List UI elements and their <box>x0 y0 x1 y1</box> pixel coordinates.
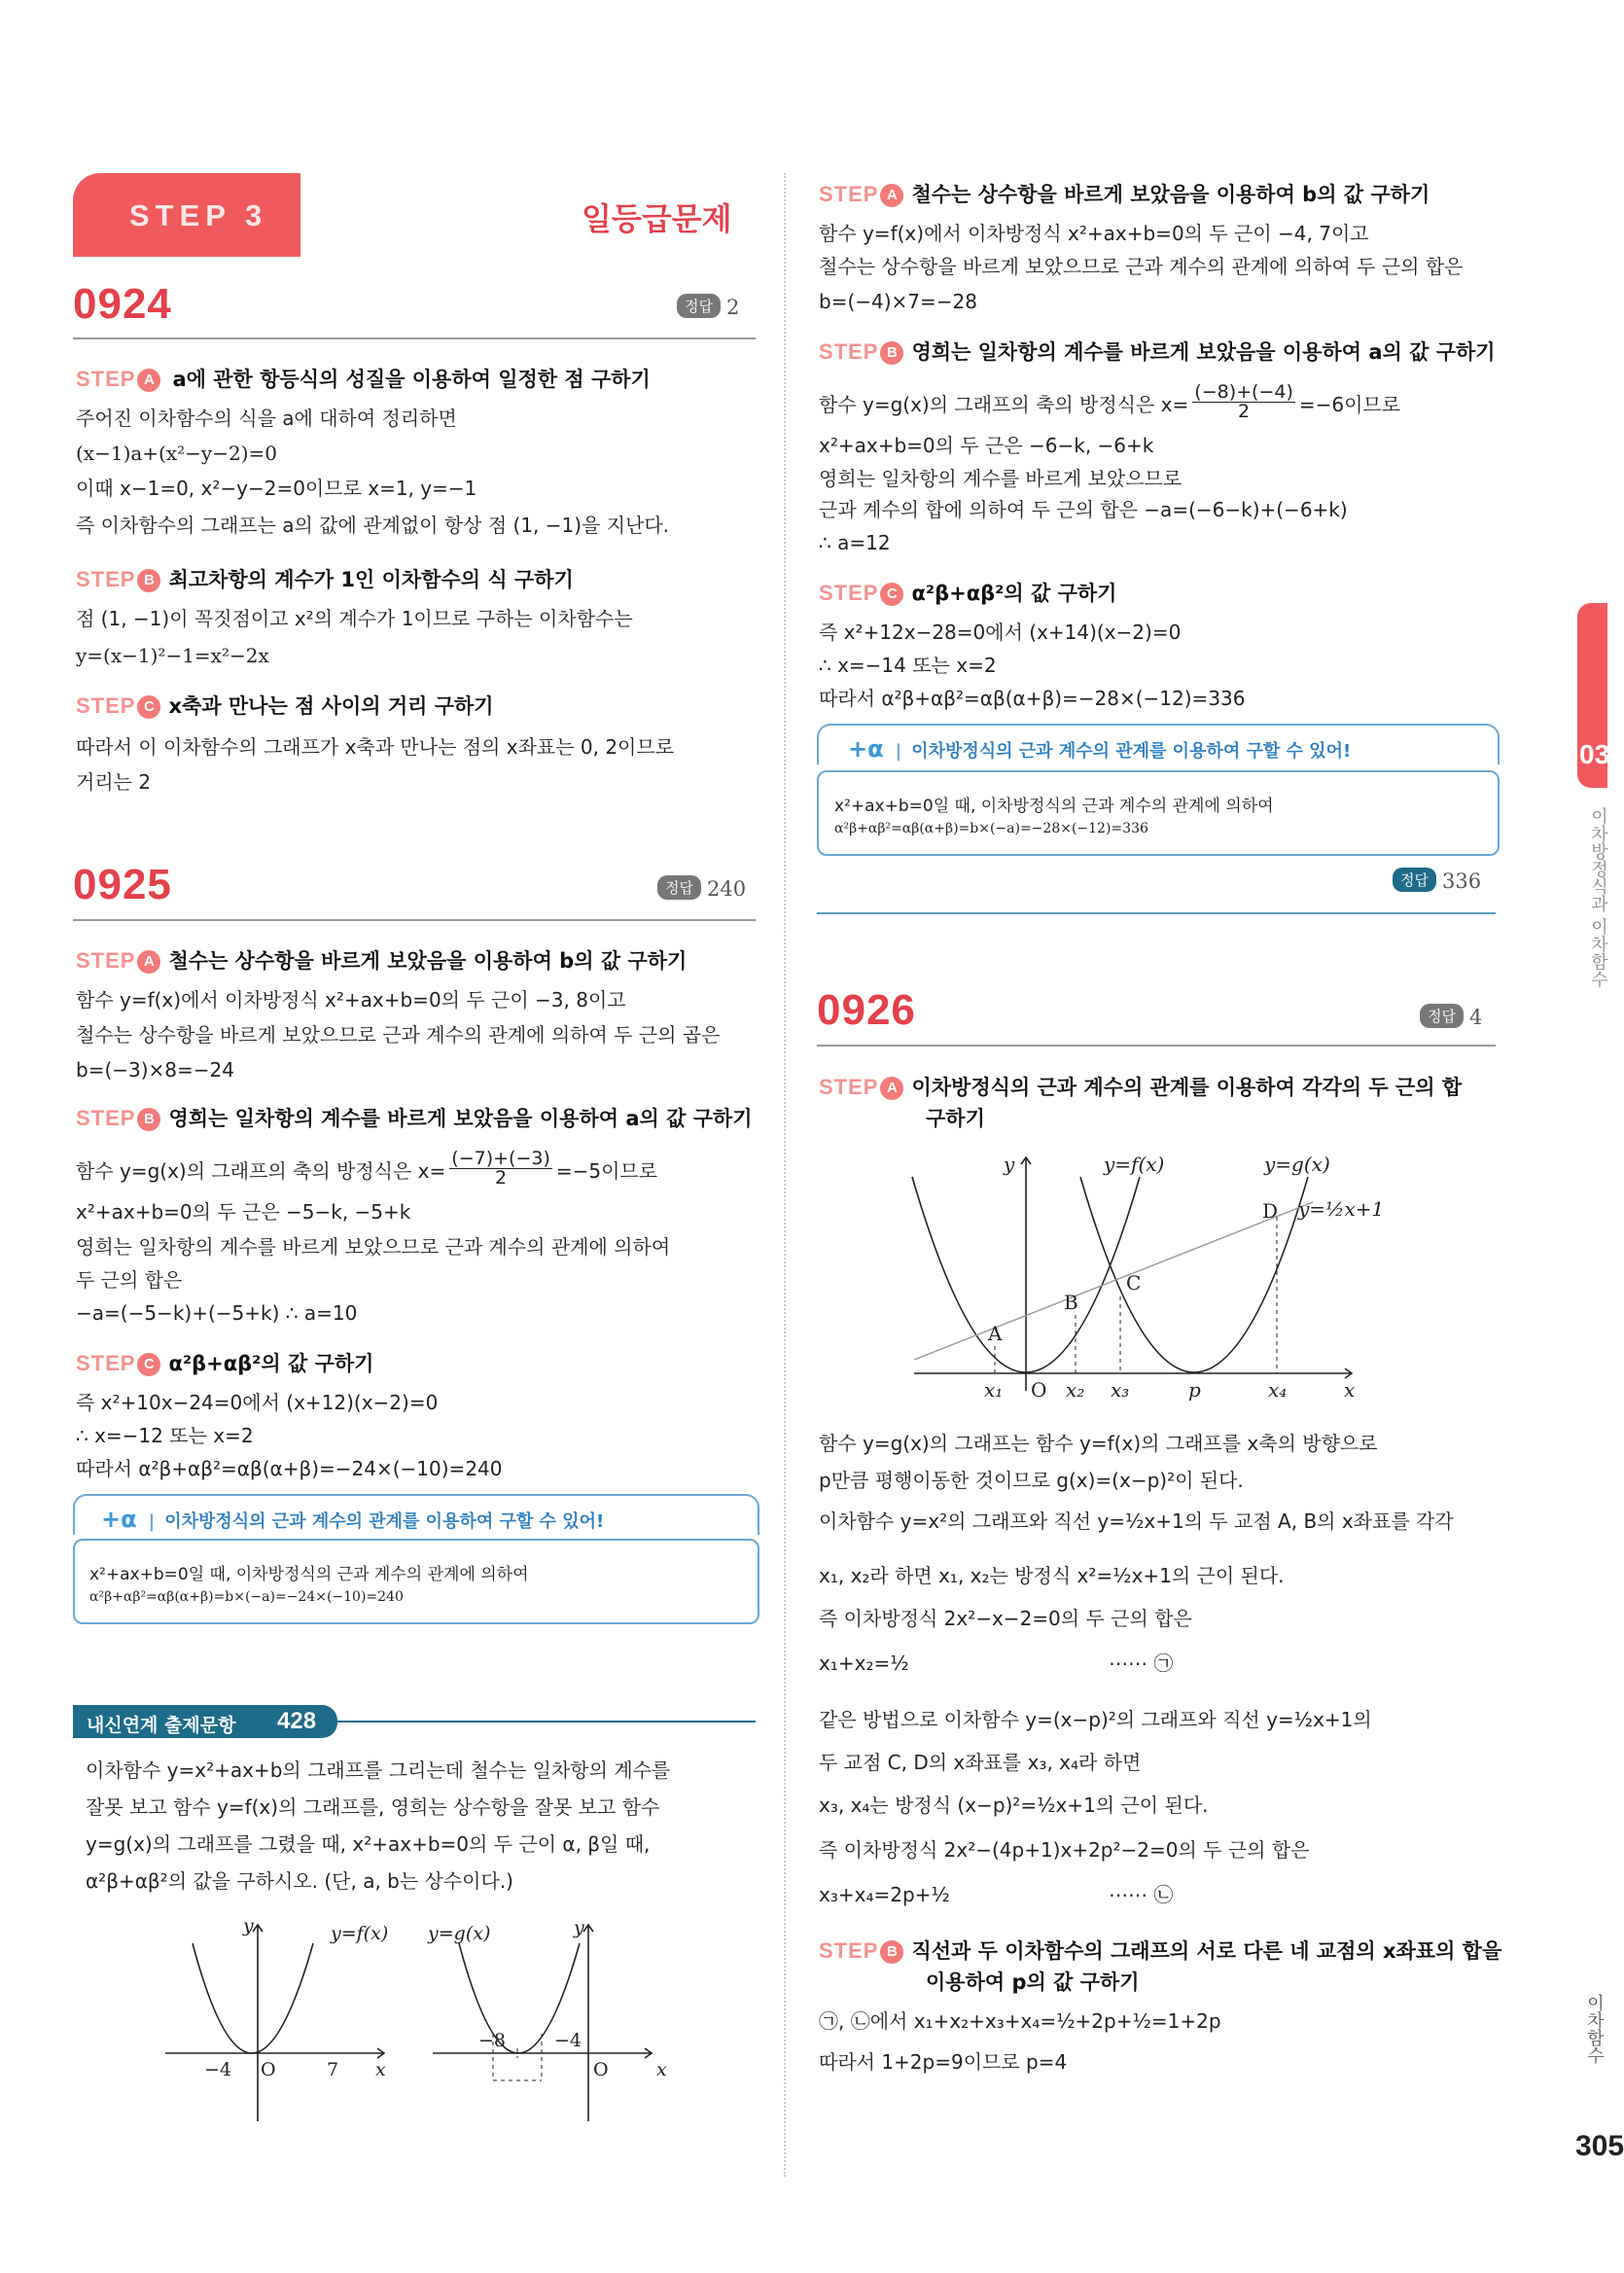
graph-label: C <box>1126 1271 1142 1295</box>
answer-tag <box>677 294 739 319</box>
tip-line: x²+ax+b=0일 때, 이차방정식의 근과 계수의 관계에 의하여 <box>834 797 1274 816</box>
answer-value: 4 <box>1468 1006 1483 1029</box>
graph-label: y=½x+1 <box>1298 1197 1385 1221</box>
graph-label: y=g(x) <box>1264 1153 1330 1176</box>
step-a-heading: STEP A 철수는 상수항을 바르게 보았음을 이용하여 b의 값 구하기 <box>819 182 1430 206</box>
graph-label: y <box>574 1917 584 1938</box>
graph-label: B <box>1064 1291 1078 1314</box>
graph-label: −8 <box>478 2030 507 2051</box>
text-line: −a=(−5−k)+(−5+k) ∴ a=10 <box>76 1301 358 1325</box>
divider-rule <box>73 919 756 921</box>
tip-line: x²+ax+b=0일 때, 이차방정식의 근과 계수의 관계에 의하여 <box>89 1565 529 1584</box>
text-line: 따라서 이 이차함수의 그래프가 x축과 만나는 점의 x좌표는 0, 2이므로 <box>76 735 675 759</box>
text-line: 철수는 상수항을 바르게 보았으므로 근과 계수의 관계에 의하여 두 근의 곱은 <box>76 1023 721 1047</box>
text-line: y=g(x)의 그래프를 그렸을 때, x²+ax+b=0의 두 근이 α, β일 때, <box>86 1832 651 1856</box>
text-line: ∴ x=−14 또는 x=2 <box>819 654 997 677</box>
exam-rule <box>337 1721 756 1723</box>
text-line: 함수 y=f(x)에서 이차방정식 x²+ax+b=0의 두 근이 −3, 8이고 <box>76 988 626 1012</box>
graph-label: O <box>1031 1378 1047 1402</box>
step-b-heading: STEP B 영희는 일차항의 계수를 바르게 보았음을 이용하여 a의 값 구하기 <box>819 339 1496 364</box>
graph-label: y=g(x) <box>428 1923 491 1944</box>
math-line: (x−1)a+(x²−y−2)=0 <box>76 442 277 465</box>
exam-tag <box>73 1705 337 1738</box>
text-line: 같은 방법으로 이차함수 y=(x−p)²의 그래프와 직선 y=½x+1의 <box>819 1708 1372 1731</box>
answer-label: 정답 <box>1393 868 1436 892</box>
graph-label: −4 <box>554 2030 583 2051</box>
problem-number: 0924 <box>73 280 172 328</box>
divider-rule <box>817 1045 1496 1047</box>
exam-graph <box>146 1912 690 2136</box>
step-b-heading: STEP B 직선과 두 이차함수의 그래프의 서로 다른 네 교점의 x좌표의 합을 <box>819 1938 1502 1963</box>
graph-label: O <box>261 2059 276 2080</box>
text-line: 이차함수 y=x²+ax+b의 그래프를 그리는데 철수는 일차항의 계수를 <box>86 1758 671 1782</box>
answer-tag <box>1420 1004 1482 1029</box>
step-a-heading: STEP A 이차방정식의 근과 계수의 관계를 이용하여 각각의 두 근의 합 <box>819 1075 1463 1099</box>
axis-equation-line: 함수 y=g(x)의 그래프의 축의 방정식은 x= $\frac{(-7)+(-3)}{2}$ =−5이므로 <box>76 1148 658 1189</box>
text-line: 즉 x²+12x−28=0에서 (x+14)(x−2)=0 <box>819 621 1182 644</box>
text-line: 점 (1, −1)이 꼭짓점이고 x²의 계수가 1이므로 구하는 이차함수는 <box>76 607 633 630</box>
answer-label: 정답 <box>677 294 721 318</box>
graph-label: −4 <box>204 2059 232 2080</box>
problem-number: 0926 <box>817 986 916 1034</box>
step-c-heading: STEP C α²β+αβ²의 값 구하기 <box>76 1351 374 1375</box>
step-a-heading: STEP A a에 관한 항등식의 성질을 이용하여 일정한 점 구하기 <box>76 367 651 391</box>
equation-mark: ⋯⋯ ㉠ <box>1109 1651 1174 1675</box>
text-line: 주어진 이차함수의 식을 a에 대하여 정리하면 <box>76 407 457 430</box>
tip-line: α²β+αβ²=αβ(α+β)=b×(−a)=−24×(−10)=240 <box>89 1589 404 1605</box>
text-line: 따라서 α²β+αβ²=αβ(α+β)=−28×(−12)=336 <box>819 687 1246 710</box>
text-line: x₁+x₂=½ <box>819 1651 909 1675</box>
text-line: 함수 y=g(x)의 그래프는 함수 y=f(x)의 그래프를 x축의 방향으로 <box>819 1432 1378 1455</box>
exam-tag-number: 428 <box>277 1708 317 1734</box>
graph-label: 7 <box>327 2059 339 2080</box>
answer-label: 정답 <box>1420 1004 1464 1028</box>
graph-label: x <box>656 2059 667 2080</box>
graph-label: y=f(x) <box>331 1923 389 1944</box>
graph-label: p <box>1188 1378 1201 1402</box>
text-line: ㉠, ㉡에서 x₁+x₂+x₃+x₄=½+2p+½=1+2p <box>819 2009 1221 2033</box>
graph-label: y=f(x) <box>1104 1153 1165 1176</box>
text-line: 잘못 보고 함수 y=f(x)의 그래프를, 영희는 상수항을 잘못 보고 함수 <box>86 1795 660 1819</box>
chapter-side-tab[interactable] <box>1577 603 1610 788</box>
step-c-heading: STEP C x축과 만나는 점 사이의 거리 구하기 <box>76 693 494 718</box>
graph-label: D <box>1262 1199 1279 1223</box>
text-line: x²+ax+b=0의 두 근은 −5−k, −5+k <box>76 1200 411 1224</box>
text-line: ∴ a=12 <box>819 531 891 554</box>
step-c-heading: STEP C α²β+αβ²의 값 구하기 <box>819 581 1117 605</box>
step-b-heading-cont: 이용하여 p의 값 구하기 <box>926 1971 1140 1994</box>
math-line: y=(x−1)²−1=x²−2x <box>76 644 269 667</box>
answer-tag <box>657 875 746 901</box>
chapter-number: 03 <box>1579 739 1610 769</box>
text-line: 영희는 일차항의 계수를 바르게 보았으므로 근과 계수의 관계에 의하여 <box>76 1235 671 1259</box>
answer-value: 336 <box>1441 870 1482 893</box>
text-line: 따라서 α²β+αβ²=αβ(α+β)=−24×(−10)=240 <box>76 1457 503 1480</box>
tip-line: α²β+αβ²=αβ(α+β)=b×(−a)=−28×(−12)=336 <box>834 821 1148 836</box>
text-line: 이차함수 y=x²의 그래프와 직선 y=½x+1의 두 교점 A, B의 x좌표를 각각 <box>819 1509 1454 1533</box>
graph-label: x <box>1344 1378 1356 1402</box>
step-a-heading: STEP A 철수는 상수항을 바르게 보았음을 이용하여 b의 값 구하기 <box>76 948 688 973</box>
text-line: p만큼 평행이동한 것이므로 g(x)=(x−p)²이 된다. <box>819 1469 1244 1492</box>
text-line: x₃, x₄는 방정식 (x−p)²=½x+1의 근이 된다. <box>819 1794 1209 1817</box>
text-line: 따라서 1+2p=9이므로 p=4 <box>819 2050 1068 2074</box>
equation-mark: ⋯⋯ ㉡ <box>1109 1883 1174 1906</box>
text-line: 영희는 일차항의 계수를 바르게 보았으므로 <box>819 467 1183 490</box>
text-line: 두 교점 C, D의 x좌표를 x₃, x₄라 하면 <box>819 1751 1142 1774</box>
text-line: 즉 이차함수의 그래프는 a의 값에 관계없이 항상 점 (1, −1)을 지난다. <box>76 514 670 537</box>
side-bottom-label: 이차함수 <box>1584 1994 1605 2064</box>
graph-label: O <box>593 2059 609 2080</box>
step-b-heading: STEP B 영희는 일차항의 계수를 바르게 보았음을 이용하여 a의 값 구하기 <box>76 1106 753 1130</box>
axis-equation-line: 함수 y=g(x)의 그래프의 축의 방정식은 x= $\frac{(-8)+(-4)}{2}$ =−6이므로 <box>819 381 1401 422</box>
answer-tag <box>1393 868 1481 893</box>
answer-value: 2 <box>725 296 740 319</box>
section-title: 일등급문제 <box>582 200 732 237</box>
answer-label: 정답 <box>657 875 701 900</box>
text-line: 함수 y=f(x)에서 이차방정식 x²+ax+b=0의 두 근이 −4, 7이고 <box>819 222 1369 245</box>
answer-value: 240 <box>706 877 747 901</box>
column-divider <box>784 173 786 2177</box>
step-a-heading-cont: 구하기 <box>926 1107 985 1130</box>
intersection-graph <box>895 1148 1400 1410</box>
text-line: x₁, x₂라 하면 x₁, x₂는 방정식 x²=½x+1의 근이 된다. <box>819 1564 1285 1587</box>
step-b-heading: STEP B 최고차항의 계수가 1인 이차함수의 식 구하기 <box>76 567 574 591</box>
step3-tab <box>73 173 300 257</box>
text-line: α²β+αβ²의 값을 구하시오. (단, a, b는 상수이다.) <box>86 1869 513 1893</box>
text-line: 철수는 상수항을 바르게 보았으므로 근과 계수의 관계에 의하여 두 근의 합은 <box>819 255 1464 278</box>
graph-label: x₂ <box>1066 1378 1085 1402</box>
text-line: b=(−3)×8=−24 <box>76 1058 234 1082</box>
divider-rule <box>817 912 1496 914</box>
graph-label: x₄ <box>1268 1378 1288 1402</box>
page-number: 305 <box>1575 2130 1624 2162</box>
graph-label: x <box>375 2059 386 2080</box>
step3-tab-label: STEP 3 <box>129 198 268 232</box>
divider-rule <box>73 337 756 339</box>
graph-label: y <box>243 1915 254 1936</box>
text-line: 이때 x−1=0, x²−y−2=0이므로 x=1, y=−1 <box>76 477 477 500</box>
text-line: 즉 이차방정식 2x²−x−2=0의 두 근의 합은 <box>819 1607 1192 1630</box>
text-line: x₃+x₄=2p+½ <box>819 1883 950 1906</box>
problem-number: 0925 <box>73 861 172 908</box>
exam-tag-label: 내신연계 출제문항 <box>87 1715 236 1736</box>
tip-title: +α | 이차방정식의 근과 계수의 관계를 이용하여 구할 수 있어! <box>848 735 1352 763</box>
text-line: x²+ax+b=0의 두 근은 −6−k, −6+k <box>819 434 1154 457</box>
text-line: 근과 계수의 합에 의하여 두 근의 합은 −a=(−6−k)+(−6+k) <box>819 498 1348 521</box>
text-line: ∴ x=−12 또는 x=2 <box>76 1424 254 1447</box>
chapter-label: 이차방정식과 이차함수 <box>1588 807 1608 988</box>
graph-label: x₁ <box>984 1378 1004 1402</box>
graph-label: y <box>1004 1153 1015 1176</box>
text-line: 두 근의 합은 <box>76 1268 183 1292</box>
text-line: 즉 이차방정식 2x²−(4p+1)x+2p²−2=0의 두 근의 합은 <box>819 1838 1310 1862</box>
text-line: b=(−4)×7=−28 <box>819 290 977 313</box>
graph-label: x₃ <box>1111 1378 1130 1402</box>
graph-label: A <box>988 1322 1003 1345</box>
tip-title: +α | 이차방정식의 근과 계수의 관계를 이용하여 구할 수 있어! <box>101 1506 605 1533</box>
text-line: 거리는 2 <box>76 770 152 794</box>
text-line: 즉 x²+10x−24=0에서 (x+12)(x−2)=0 <box>76 1391 439 1414</box>
